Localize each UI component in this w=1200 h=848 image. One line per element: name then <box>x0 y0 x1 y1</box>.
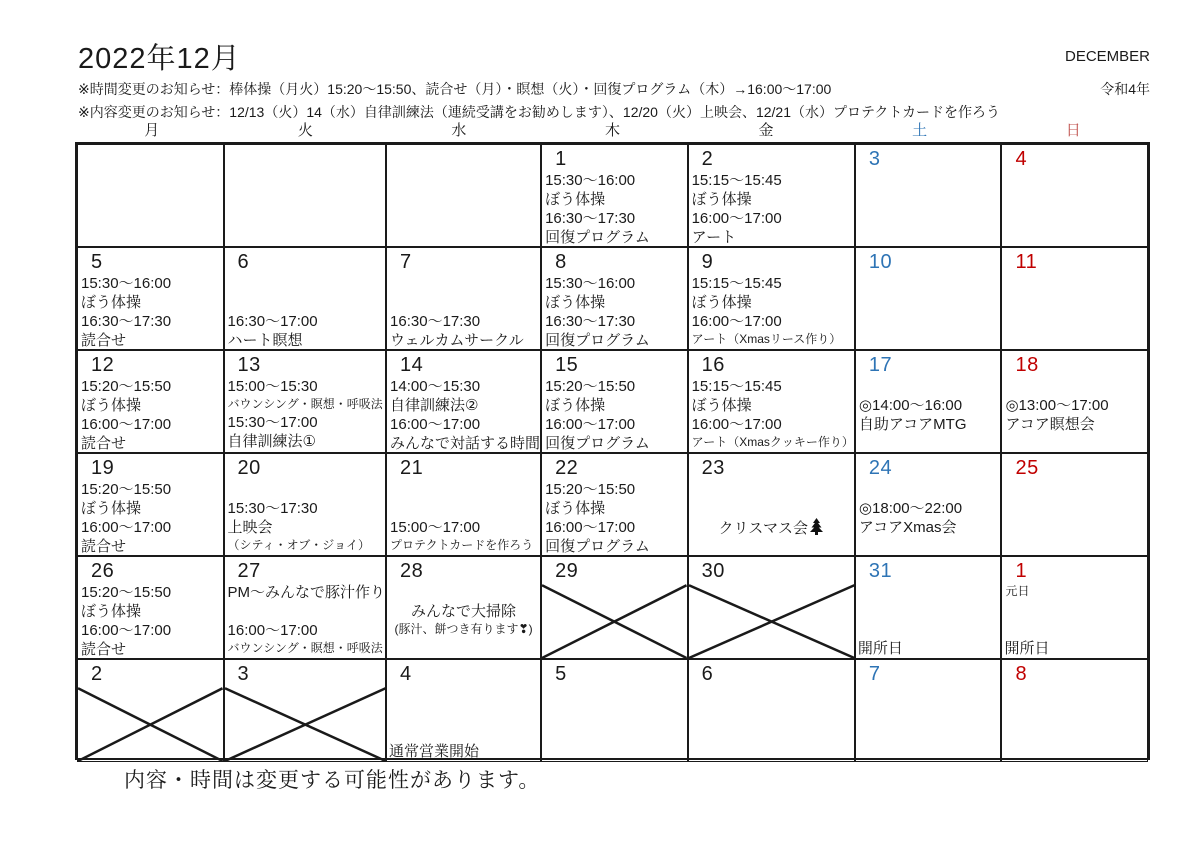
event-line-spacer <box>387 583 540 602</box>
event-line-spacer <box>225 480 386 499</box>
event-line: 15:30～17:30 <box>227 500 318 517</box>
calendar-cell <box>386 350 541 453</box>
date-number: 1 <box>1015 560 1028 582</box>
event-line: 16:30～17:00 <box>227 313 318 330</box>
event-line-spacer <box>225 293 386 312</box>
event-line: ◎13:00～17:00 <box>1005 397 1109 414</box>
event-line: 15:15～15:45 <box>691 172 782 189</box>
date-number: 1 <box>555 148 567 170</box>
date-number: 8 <box>555 251 567 273</box>
weekday-label: 火 <box>297 122 313 139</box>
crossed-out-mark <box>542 557 687 658</box>
calendar-cell <box>855 556 1002 659</box>
calendar-cell <box>224 659 387 762</box>
bottom-label: 開所日 <box>1004 640 1050 657</box>
event-line: 16:30～17:30 <box>390 313 481 330</box>
event-line: 16:00～17:00 <box>691 210 782 227</box>
event-line: 15:30～17:00 <box>227 414 318 431</box>
event-line: 16:30～17:30 <box>545 313 636 330</box>
calendar-cell <box>386 144 541 247</box>
calendar-cell <box>77 247 224 350</box>
event-line: 上映会 <box>227 519 273 536</box>
date-number: 4 <box>1015 148 1028 170</box>
weekday-label: 土 <box>912 122 928 139</box>
calendar-grid <box>75 142 1150 760</box>
calendar-cell <box>224 350 387 453</box>
page-title: 2022年12月 <box>78 43 241 75</box>
event-line: 16:00～17:00 <box>81 622 172 639</box>
date-number: 5 <box>555 663 567 685</box>
crossed-out-mark <box>689 557 854 658</box>
calendar-cell <box>386 453 541 556</box>
event-line-spacer <box>225 602 386 621</box>
event-line: 回復プログラム <box>545 538 650 555</box>
calendar-cell <box>688 453 855 556</box>
date-number: 18 <box>1015 354 1039 376</box>
date-number: 19 <box>91 457 115 479</box>
crossed-out-mark <box>225 660 386 761</box>
event-line: ぼう体操 <box>81 500 142 517</box>
date-number: 6 <box>237 251 250 273</box>
date-number: 12 <box>91 354 115 376</box>
event-line-spacer <box>689 499 854 518</box>
calendar-cell <box>1001 556 1148 659</box>
event-line: 読合せ <box>81 538 127 555</box>
event-line: 15:20～15:50 <box>81 378 172 395</box>
date-number: 20 <box>237 457 261 479</box>
event-line: 15:20～15:50 <box>545 378 636 395</box>
event-line: ハート瞑想 <box>227 332 303 349</box>
date-number: 15 <box>555 354 579 376</box>
event-line: ぼう体操 <box>545 500 606 517</box>
date-number: 21 <box>400 457 424 479</box>
event-line: アコア瞑想会 <box>1005 416 1095 433</box>
event-line: 読合せ <box>81 435 127 452</box>
event-line: 15:15～15:45 <box>691 275 782 292</box>
event-line: 16:00～17:00 <box>81 416 172 433</box>
event-line: PM～みんなで豚汁作り <box>227 584 386 601</box>
calendar-cell <box>1001 453 1148 556</box>
event-line: （シティ・オブ・ジョイ） <box>227 538 370 552</box>
calendar-cell <box>1001 659 1148 762</box>
event-line: 16:00～17:00 <box>227 622 318 639</box>
event-line: ぼう体操 <box>545 397 606 414</box>
date-number: 31 <box>868 560 893 582</box>
event-line: 16:00～17:00 <box>390 416 481 433</box>
event-line: ◎18:00～22:00 <box>858 500 963 517</box>
time-change-note: ※時間変更のお知らせ：棒体操（月火）15:20～15:50、読合せ（月）・瞑想（火）・回復プログラム（木）→16:00～17:00 <box>78 81 832 97</box>
date-number: 22 <box>555 457 579 479</box>
calendar-cell <box>1001 350 1148 453</box>
event-line: 自律訓練法① <box>227 433 316 450</box>
date-number: 4 <box>400 663 412 685</box>
date-number: 17 <box>868 354 893 376</box>
event-line: ウェルカムサークル <box>390 332 524 349</box>
event-line: クリスマス会 <box>689 518 854 538</box>
calendar-cell <box>688 556 855 659</box>
event-line: ぼう体操 <box>691 397 752 414</box>
date-number: 10 <box>868 251 893 273</box>
footer-note: 内容・時間は変更する可能性があります。 <box>124 769 541 792</box>
event-line: 15:30～16:00 <box>545 172 636 189</box>
event-line: 回復プログラム <box>545 435 650 452</box>
date-number: 11 <box>1015 251 1038 273</box>
date-number: 3 <box>237 663 250 685</box>
event-line: ぼう体操 <box>81 294 142 311</box>
event-line-spacer <box>856 377 1001 396</box>
calendar-cell <box>386 659 541 762</box>
event-line-spacer <box>856 480 1001 499</box>
weekday-label: 木 <box>604 122 620 139</box>
event-line: バウンシング・瞑想・呼吸法 <box>227 397 383 411</box>
event-line-spacer <box>689 480 854 499</box>
event-line: 15:20～15:50 <box>81 584 172 601</box>
calendar-cell <box>855 453 1002 556</box>
calendar-cell <box>855 659 1002 762</box>
era-label: 令和4年 <box>1100 81 1150 97</box>
weekday-label: 金 <box>758 122 774 139</box>
event-line: ぼう体操 <box>81 603 142 620</box>
date-number: 7 <box>400 251 412 273</box>
calendar-cell <box>77 350 224 453</box>
calendar-cell <box>688 144 855 247</box>
event-line: ぼう体操 <box>545 191 606 208</box>
event-line: 元日 <box>1005 584 1030 598</box>
calendar-cell <box>224 556 387 659</box>
calendar-cell <box>386 556 541 659</box>
date-number: 23 <box>701 457 725 479</box>
calendar-cell <box>77 453 224 556</box>
event-line: 15:00～15:30 <box>227 378 318 395</box>
event-line: 15:00～17:00 <box>390 519 481 536</box>
date-number: 9 <box>701 251 714 273</box>
weekday-label: 月 <box>144 122 160 139</box>
event-line: ぼう体操 <box>81 397 142 414</box>
date-number: 25 <box>1015 457 1039 479</box>
event-line-spacer <box>387 274 540 293</box>
calendar-cell <box>1001 247 1148 350</box>
date-number: 3 <box>868 148 881 170</box>
calendar-cell <box>855 350 1002 453</box>
calendar-cell <box>541 556 688 659</box>
calendar-cell <box>224 247 387 350</box>
date-number: 8 <box>1015 663 1028 685</box>
date-number: 7 <box>868 663 881 685</box>
content-change-note: ※内容変更のお知らせ：12/13（火）14（水）自律訓練法（連続受講をお勧めします）、12/20（火）上映会、12/21（水）プロテクトカードを作ろう <box>78 104 1001 120</box>
date-number: 26 <box>91 560 115 582</box>
event-line: 自律訓練法② <box>390 397 479 414</box>
calendar-cell <box>688 659 855 762</box>
date-number: 27 <box>237 560 261 582</box>
date-number: 6 <box>701 663 714 685</box>
date-number: 5 <box>91 251 103 273</box>
event-line: バウンシング・瞑想・呼吸法 <box>227 641 383 655</box>
event-line: 15:15～15:45 <box>691 378 782 395</box>
event-line: みんなで大掃除 <box>411 603 517 620</box>
event-line-spacer <box>387 480 540 499</box>
event-line: ぼう体操 <box>691 191 752 208</box>
event-line-spacer <box>1002 377 1147 396</box>
bottom-label: 通常営業開始 <box>389 743 480 760</box>
date-number: 16 <box>701 354 725 376</box>
event-line: 16:00～17:00 <box>545 519 636 536</box>
event-line: (豚汁、餅つき有ります❣) <box>394 622 533 636</box>
calendar-cell <box>541 453 688 556</box>
event-line: ぼう体操 <box>545 294 606 311</box>
event-line: アート（Xmasクッキー作り） <box>691 435 854 449</box>
event-line-spacer <box>387 293 540 312</box>
calendar-cell <box>541 144 688 247</box>
event-line: 15:30～16:00 <box>81 275 172 292</box>
weekday-label: 日 <box>1065 122 1081 139</box>
event-line: 読合せ <box>81 641 127 658</box>
calendar-cell <box>77 659 224 762</box>
calendar-cell <box>688 350 855 453</box>
month-english-label: DECEMBER <box>1064 48 1150 65</box>
weekday-label: 水 <box>451 122 467 139</box>
bottom-label: 開所日 <box>857 640 903 657</box>
date-number: 24 <box>868 457 893 479</box>
event-line: アート（Xmasリース作り） <box>691 332 842 346</box>
event-line-spacer <box>225 274 386 293</box>
event-line: 14:00～15:30 <box>390 378 481 395</box>
weekday-header-row <box>75 119 1150 141</box>
date-number: 13 <box>237 354 261 376</box>
event-line: 15:30～16:00 <box>545 275 636 292</box>
calendar-cell <box>855 144 1002 247</box>
date-number: 14 <box>400 354 424 376</box>
event-line: 16:30～17:30 <box>81 313 172 330</box>
calendar-cell <box>224 144 387 247</box>
calendar-cell <box>541 659 688 762</box>
event-line: ◎14:00～16:00 <box>858 397 963 414</box>
event-line: ぼう体操 <box>691 294 752 311</box>
calendar-cell <box>541 247 688 350</box>
event-line: 15:20～15:50 <box>545 481 636 498</box>
event-line: 16:00～17:00 <box>691 416 782 433</box>
date-number: 2 <box>91 663 103 685</box>
event-line: 16:00～17:00 <box>691 313 782 330</box>
event-line: 読合せ <box>81 332 127 349</box>
crossed-out-mark <box>78 660 223 761</box>
calendar-cell <box>541 350 688 453</box>
event-line-spacer <box>387 499 540 518</box>
event-line: 15:20～15:50 <box>81 481 172 498</box>
christmas-tree-icon <box>809 518 824 535</box>
date-number: 30 <box>701 560 725 582</box>
calendar-cell <box>386 247 541 350</box>
event-line: 16:00～17:00 <box>81 519 172 536</box>
date-number: 2 <box>701 148 714 170</box>
event-line: 回復プログラム <box>545 229 650 246</box>
calendar-cell <box>1001 144 1148 247</box>
calendar-cell <box>855 247 1002 350</box>
event-line: 16:00～17:00 <box>545 416 636 433</box>
calendar-cell <box>224 453 387 556</box>
event-line: アコアXmas会 <box>858 519 957 536</box>
date-number: 28 <box>400 560 424 582</box>
calendar-cell <box>688 247 855 350</box>
event-line: プロテクトカードを作ろう <box>390 538 534 552</box>
event-line: みんなで対話する時間 <box>390 435 541 452</box>
event-line: 回復プログラム <box>545 332 650 349</box>
event-line: アート <box>691 229 737 246</box>
calendar-cell <box>77 144 224 247</box>
date-number: 29 <box>555 560 579 582</box>
event-line: 自助アコアMTG <box>858 416 967 433</box>
event-line: 16:30～17:30 <box>545 210 636 227</box>
calendar-cell <box>77 556 224 659</box>
